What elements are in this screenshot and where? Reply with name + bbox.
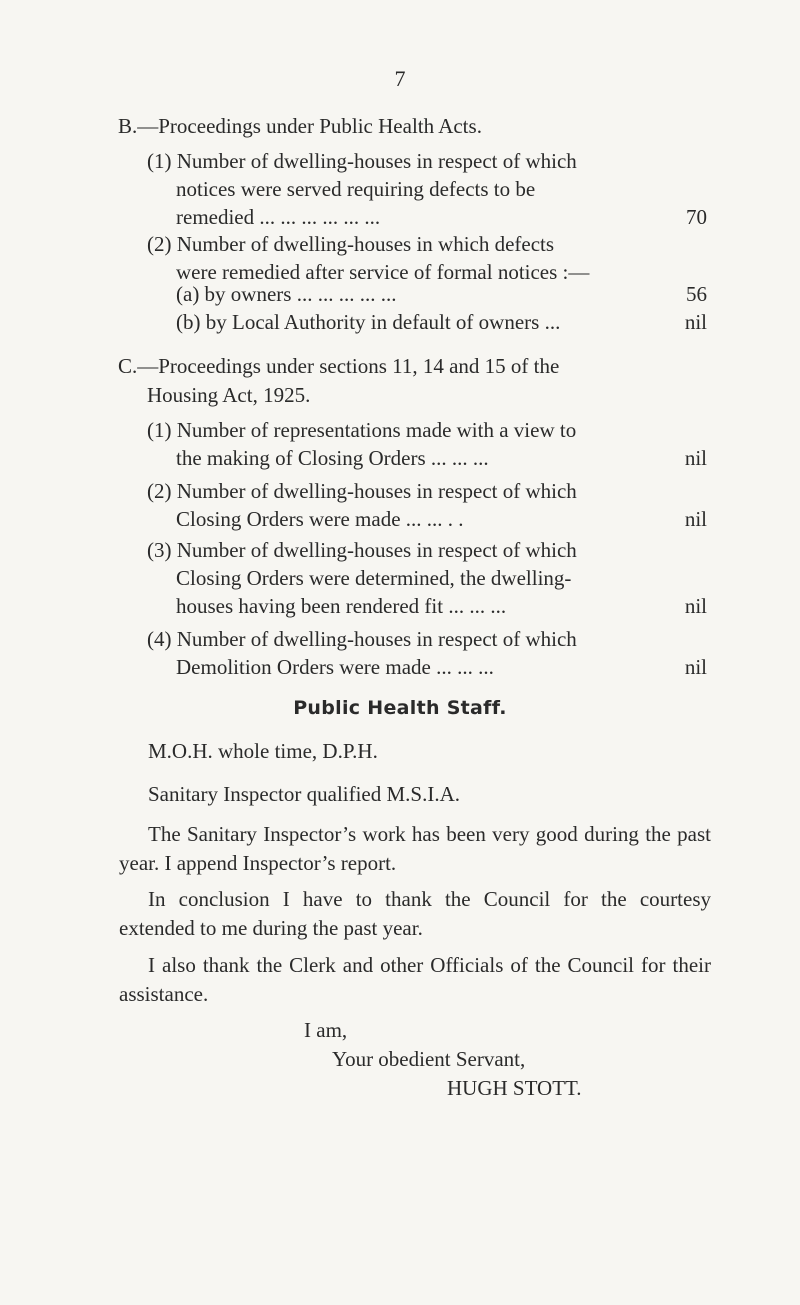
section-c-item-3 [147, 536, 707, 620]
section-c-heading [118, 352, 678, 410]
item-text: remedied ... ... ... ... ... ... [176, 205, 381, 229]
inspector-text: Sanitary Inspector qualified M.S.I.A. [148, 782, 461, 806]
item-text: Closing Orders were made ... ... . . [176, 507, 464, 531]
paragraph-1: The Sanitary Inspector’s work has been very good during the past year. I append Inspector’s report. [119, 822, 711, 875]
section-b-sub-b [176, 308, 707, 336]
page-number: 7 [394, 66, 406, 91]
item-row [176, 308, 707, 336]
moh-text: M.O.H. whole time, D.P.H. [148, 739, 378, 763]
item-value: nil [684, 446, 707, 470]
item-row [147, 444, 707, 472]
item-line: (4) Number of dwelling-houses in respect of which [147, 627, 577, 651]
item-line: (1) Number of representations made with a view to [147, 418, 577, 442]
section-c-item-1 [147, 416, 707, 472]
item-value: nil [684, 594, 707, 618]
item-row [147, 505, 707, 533]
item-row [147, 653, 707, 681]
section-b-item-1 [147, 147, 707, 231]
signature-closing: Your obedient Servant, [332, 1047, 526, 1071]
item-line: (2) Number of dwelling-houses in respect of which [147, 479, 577, 503]
item-value: nil [684, 310, 707, 334]
item-row [176, 280, 707, 308]
item-value: 70 [686, 205, 707, 229]
paragraph-3: I also thank the Clerk and other Officials of the Council for their assistance. [119, 953, 711, 1006]
staff-moh [119, 737, 711, 766]
section-b-heading: B.—Proceedings under Public Health Acts. [118, 114, 482, 138]
item-text: houses having been rendered fit ... ... ... [176, 594, 507, 618]
item-text: (b) by Local Authority in default of owners ... [176, 310, 561, 334]
item-line: (1) Number of dwelling-houses in respect of which [147, 149, 577, 173]
item-value: nil [684, 655, 707, 679]
staff-inspector [119, 780, 711, 809]
item-value: nil [684, 507, 707, 531]
signature-name: HUGH STOTT. [447, 1076, 582, 1100]
paragraph-2: In conclusion I have to thank the Council for the courtesy extended to me during the past year. [119, 887, 711, 940]
item-line: notices were served requiring defects to be [176, 177, 536, 201]
section-b-item-2 [147, 230, 707, 286]
staff-title: Public Health Staff. [293, 697, 507, 719]
heading-line: C.—Proceedings under sections 11, 14 and 15 of the [118, 354, 560, 378]
item-row [147, 592, 707, 620]
item-text: the making of Closing Orders ... ... ... [176, 446, 489, 470]
heading-line: Housing Act, 1925. [147, 383, 311, 407]
item-row [147, 203, 707, 231]
item-line: were remedied after service of formal notices :— [176, 260, 590, 284]
item-text: (a) by owners ... ... ... ... ... [176, 282, 397, 306]
item-line: (2) Number of dwelling-houses in which defects [147, 232, 555, 256]
item-line: (3) Number of dwelling-houses in respect of which [147, 538, 577, 562]
item-value: 56 [686, 282, 707, 306]
item-line: Closing Orders were determined, the dwelling- [176, 566, 572, 590]
section-b-sub-a [176, 280, 707, 308]
signature-salutation: I am, [304, 1018, 348, 1042]
section-c-item-4 [147, 625, 707, 681]
section-c-item-2 [147, 477, 707, 533]
item-text: Demolition Orders were made ... ... ... [176, 655, 494, 679]
